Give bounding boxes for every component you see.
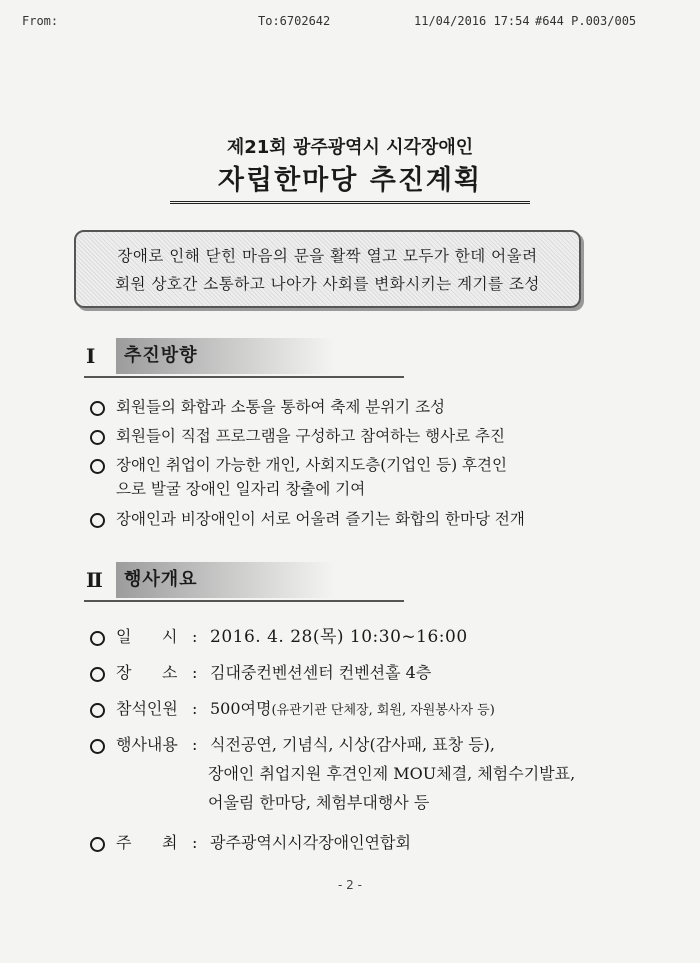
colon: :	[192, 699, 198, 718]
circle-bullet-icon	[90, 631, 105, 646]
list-item-text: 장애인 취업이 가능한 개인, 사회지도층(기업인 등) 후견인	[116, 456, 507, 474]
attendees-count: 500여명	[210, 699, 272, 718]
list-item-text-continued: 으로 발굴 장애인 일자리 창출에 기여	[116, 480, 366, 498]
event-host-label: 주 최	[116, 833, 178, 852]
colon: :	[192, 735, 198, 754]
event-attendees-label: 참석인원	[116, 699, 178, 718]
list-item-text: 장애인과 비장애인이 서로 어울려 즐기는 화합의 한마당 전개	[116, 510, 525, 528]
event-program-line-2: 장애인 취업지원 후견인제 MOU체결, 체험수기발표,	[208, 764, 576, 783]
event-date-value: 2016. 4. 28(목) 10:30~16:00	[210, 627, 468, 647]
list-item-text: 회원들의 화합과 소통을 통하여 축제 분위기 조성	[116, 398, 446, 416]
circle-bullet-icon	[90, 401, 105, 416]
section-heading-overview	[84, 562, 334, 604]
section-heading-direction	[84, 338, 334, 380]
event-program-line-1: 식전공연, 기념식, 시상(감사패, 표창 등),	[210, 735, 496, 754]
event-attendees-row	[90, 696, 670, 722]
event-date-row	[90, 624, 670, 650]
event-place-label: 장 소	[116, 663, 178, 682]
colon: :	[192, 833, 198, 852]
fax-from: From:	[22, 14, 59, 28]
event-host-row	[90, 830, 670, 856]
circle-bullet-icon	[90, 739, 105, 754]
event-program-row	[90, 732, 670, 758]
circle-bullet-icon	[90, 430, 105, 445]
attendees-note: (유관기관 단체장, 회원, 자원봉사자 등)	[271, 703, 495, 718]
section-number: Ⅱ	[84, 562, 116, 598]
event-program-label: 행사내용	[116, 735, 178, 754]
fax-page: #644 P.003/005	[535, 14, 637, 28]
section-number: Ⅰ	[84, 338, 116, 374]
event-host-value: 광주광역시시각장애인연합회	[210, 833, 411, 852]
document-title: 자립한마당 추진계획	[170, 158, 530, 204]
section-heading-shade	[84, 338, 334, 374]
section-underline	[84, 376, 404, 378]
banner-line-1: 장애로 인해 닫힌 마음의 문을 활짝 열고 모두가 한데 어울려	[117, 247, 538, 265]
circle-bullet-icon	[90, 513, 105, 528]
fax-datetime: 11/04/2016 17:54	[414, 14, 530, 28]
circle-bullet-icon	[90, 459, 105, 474]
event-place-row	[90, 660, 670, 686]
section-underline	[84, 600, 404, 602]
list-item-text: 회원들이 직접 프로그램을 구성하고 참여하는 행사로 추진	[116, 427, 505, 445]
section-title: 행사개요	[124, 569, 198, 590]
event-date-label: 일 시	[116, 627, 178, 646]
circle-bullet-icon	[90, 667, 105, 682]
event-place-value: 김대중컨벤션센터 컨벤션홀 4층	[210, 663, 432, 682]
fax-to: To:6702642	[258, 14, 331, 28]
page-number: - 2 -	[338, 878, 362, 892]
section-heading-shade	[84, 562, 334, 598]
colon: :	[192, 627, 198, 646]
fax-header	[0, 8, 700, 28]
colon: :	[192, 663, 198, 682]
banner-line-2: 회원 상호간 소통하고 나아가 사회를 변화시키는 계기를 조성	[115, 275, 540, 293]
event-program-line-3: 어울림 한마당, 체험부대행사 등	[208, 793, 430, 812]
section-title: 추진방향	[124, 345, 198, 366]
circle-bullet-icon	[90, 703, 105, 718]
purpose-banner	[74, 230, 581, 308]
event-attendees-value	[210, 696, 495, 724]
document-subtitle: 제21회 광주광역시 시각장애인	[226, 137, 474, 158]
circle-bullet-icon	[90, 837, 105, 852]
